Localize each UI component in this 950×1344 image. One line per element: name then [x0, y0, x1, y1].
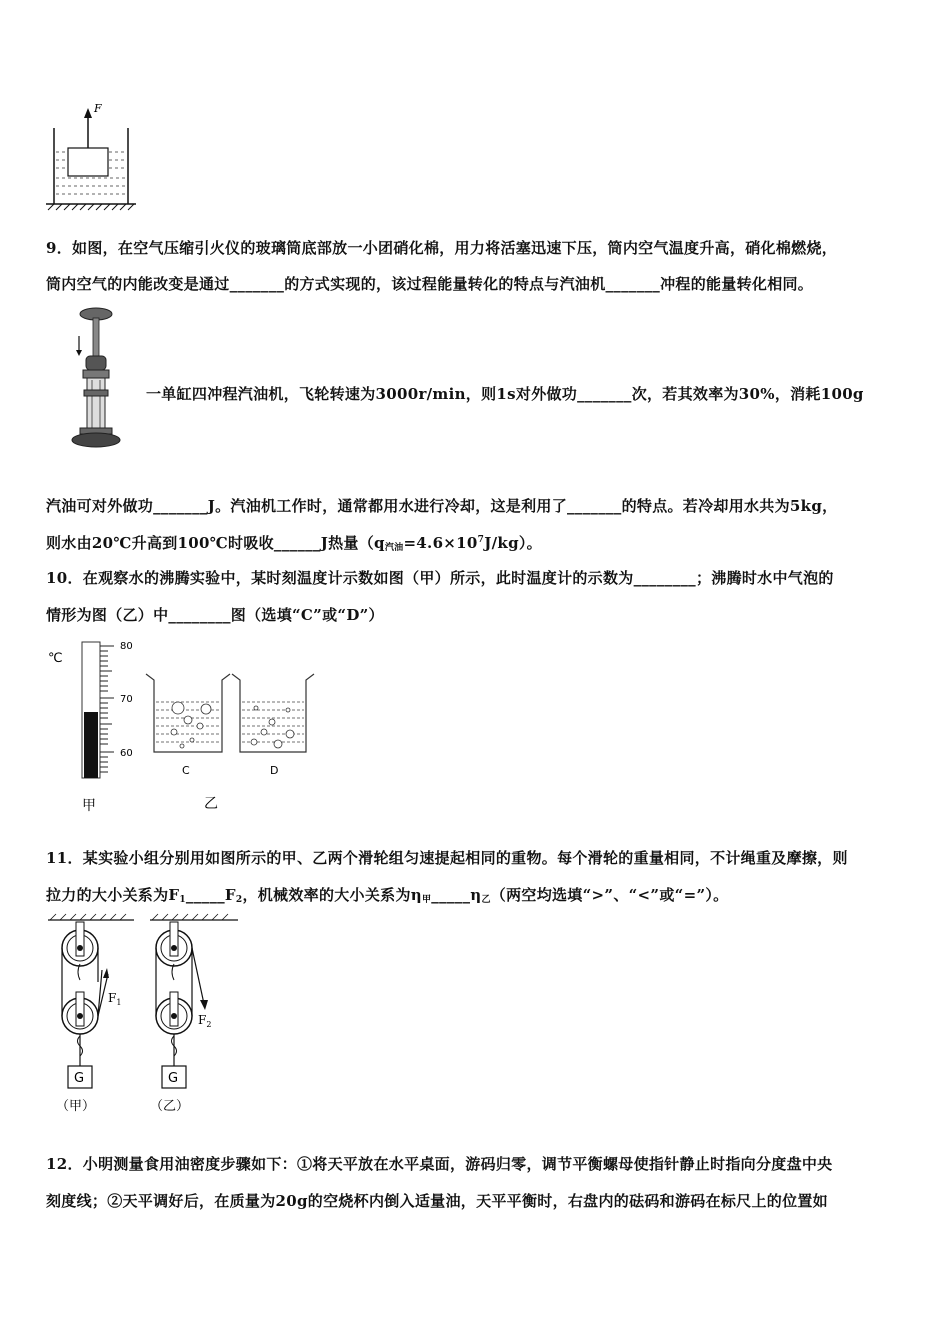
- q11-sub-jia: 甲: [421, 895, 432, 905]
- q9-line-1: 9．如图，在空气压缩引火仪的玻璃筒底部放一小团硝化棉，用力将活塞迅速下压，筒内空气温度升高，硝化棉燃烧，: [46, 239, 838, 257]
- q12-line-2: 刻度线；②天平调好后，在质量为20g的空烧杯内倒入适量油，天平平衡时，右盘内的砝码和游码在标尺上的位置如: [46, 1192, 828, 1210]
- q9-line-5-sub: 汽油: [384, 543, 404, 553]
- f1-label: $F_1$: [108, 991, 122, 1007]
- q9-line-5: [46, 532, 542, 553]
- beaker-d-label: D: [270, 764, 279, 777]
- q9-line-5-a: 则水由20℃升高到100℃时吸收______J热量（q: [46, 534, 385, 552]
- block-in-water-figure: [42, 96, 142, 214]
- q9-line-5-b: =4.6×10: [403, 534, 478, 552]
- q11-line-2-e: （两空均选填“>”、“<”或“=”）。: [490, 886, 729, 904]
- q11-line-2-a: 拉力的大小关系为F: [46, 886, 180, 904]
- q9-line-4: 汽油可对外做功_______J。汽油机工作时，通常都用水进行冷却，这是利用了_______的特点。若冷却用水共为5kg，: [46, 497, 838, 515]
- tick-70: 70: [120, 694, 133, 705]
- q11-line-1: 11．某实验小组分别用如图所示的甲、乙两个滑轮组匀速提起相同的重物。每个滑轮的重量相同，不计绳重及摩擦，则: [46, 849, 848, 867]
- pulley-systems-figure: [42, 912, 242, 1122]
- q11-line-2-b: _____F: [185, 886, 236, 904]
- q12-line-1: 12．小明测量食用油密度步骤如下：①将天平放在水平桌面，游码归零，调节平衡螺母使指针静止时指向分度盘中央: [46, 1155, 833, 1173]
- air-compression-igniter-figure: [66, 304, 126, 450]
- caption-jia-pulley: （甲）: [56, 1099, 96, 1114]
- caption-jia: 甲: [82, 798, 96, 814]
- q11-line-2: [46, 884, 728, 905]
- beaker-c-label: C: [182, 764, 190, 777]
- q9-line-5-c: J/kg）。: [484, 534, 542, 552]
- weight-g-yi: G: [168, 1071, 179, 1086]
- q11-sub-1: 1: [179, 895, 186, 905]
- force-label: F: [94, 102, 102, 115]
- thermometer-beakers-figure: [42, 636, 322, 816]
- q9-line-5-sup: 7: [477, 535, 485, 545]
- celsius-unit: ℃: [48, 651, 63, 666]
- q11-line-2-c: ，机械效率的大小关系为η: [242, 886, 422, 904]
- caption-yi-pulley: （乙）: [150, 1099, 190, 1114]
- q11-sub-2: 2: [235, 895, 243, 905]
- q11-sub-yi: 乙: [481, 895, 491, 905]
- tick-60: 60: [120, 748, 133, 759]
- q9-line-2: 筒内空气的内能改变是通过_______的方式实现的，该过程能量转化的特点与汽油机_______冲程的能量转化相同。: [46, 275, 814, 293]
- q9-line-3: 一单缸四冲程汽油机，飞轮转速为3000r/min，则1s对外做功_______次，若其效率为30%，消耗100g: [146, 385, 864, 403]
- q10-line-1: 10．在观察水的沸腾实验中，某时刻温度计示数如图（甲）所示，此时温度计的示数为________；沸腾时水中气泡的: [46, 569, 834, 587]
- q11-line-2-d: _____η: [431, 886, 482, 904]
- tick-80: 80: [120, 641, 133, 652]
- q10-line-2: 情形为图（乙）中________图（选填“C”或“D”）: [46, 606, 384, 624]
- weight-g-jia: G: [74, 1071, 85, 1086]
- caption-yi: 乙: [204, 796, 218, 812]
- f2-label: $F_2$: [198, 1013, 212, 1029]
